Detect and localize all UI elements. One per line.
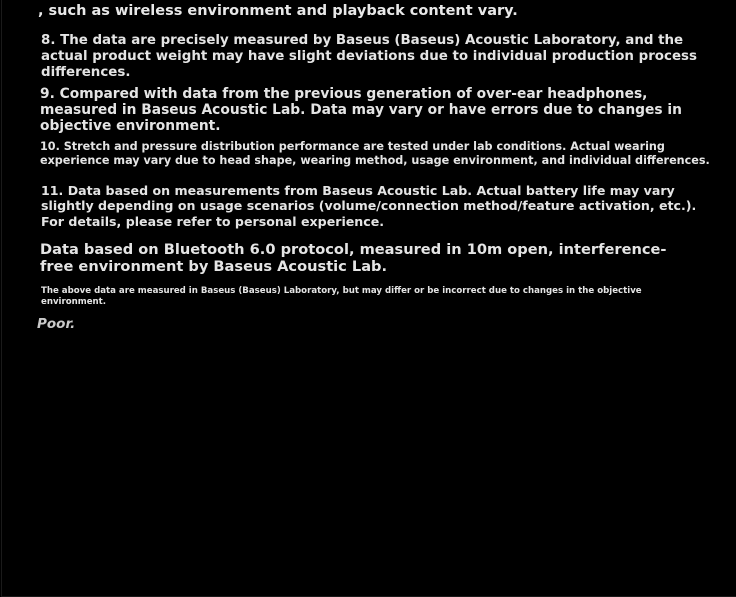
footnote-9: 9. Compared with data from the previous generation of over-ear headphones, measured in Baseus Acoustic Lab. Data may vary or have errors due to changes in objective environment. (40, 86, 682, 134)
disclaimer-panel (1, 0, 736, 597)
trailing-word: Poor. (37, 316, 76, 332)
footnote-10: 10. Stretch and pressure distribution performance are tested under lab conditions. Actual wearing experience may vary due to head shape, wearing method, usage environment, and individual differences. (40, 140, 710, 167)
lab-disclaimer-text: The above data are measured in Baseus (Baseus) Laboratory, but may differ or be incorrect due to changes in the objective environment. (41, 286, 642, 307)
top-fragment-text: , such as wireless environment and playback content vary. (38, 3, 518, 19)
bluetooth-footnote: Data based on Bluetooth 6.0 protocol, measured in 10m open, interference-free environment by Baseus Acoustic Lab. (40, 241, 667, 275)
footnote-11: 11. Data based on measurements from Baseus Acoustic Lab. Actual battery life may vary slightly depending on usage scenarios (volume/connection method/feature activation, etc.). For details, please refer to personal experience. (41, 183, 697, 229)
footnote-8: 8. The data are precisely measured by Baseus (Baseus) Acoustic Laboratory, and the actual product weight may have slight deviations due to individual production process differences. (41, 33, 697, 80)
